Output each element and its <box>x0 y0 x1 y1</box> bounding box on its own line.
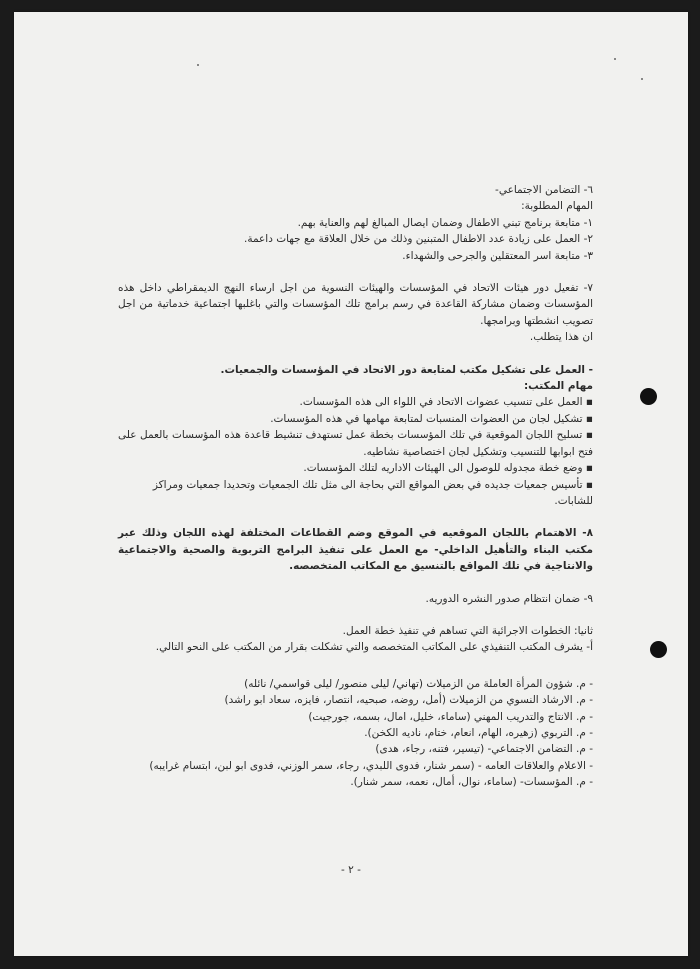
office-task-item: ▪ تأسيس جمعيات جديده في بعض المواقع التي بحاجة الى مثل تلك الجمعيات وتحديدا جمعيات ومراكز للشابات. <box>152 478 593 507</box>
office-line: - العمل على تشكيل مكتب لمتابعة دور الاتحاد في المؤسسات والجمعيات. <box>220 363 593 376</box>
tasks-label: المهام المطلوبة: <box>521 200 593 213</box>
page-number: - ٢ - <box>341 864 361 876</box>
task-item: ٣- متابعة اسر المعتقلين والجرحى والشهداء. <box>402 249 593 262</box>
speck-mark <box>614 58 616 60</box>
section-heading: ٦- التضامن الاجتماعي- <box>495 184 593 196</box>
punch-hole-top <box>640 388 657 405</box>
document-page <box>14 12 688 956</box>
office-task-item: ▪ تشكيل لجان من العضوات المنسبات لمتابعة مهامها في هذه المؤسسات. <box>270 412 593 425</box>
office-tasks-label: مهام المكتب: <box>523 380 593 393</box>
second-heading: ثانيا: الخطوات الاجرائية التي تساهم في تنفيذ خطة العمل. <box>342 624 593 637</box>
paragraph-9: ٩- ضمان انتظام صدور النشره الدوريه. <box>425 592 593 605</box>
committee-item: - م. الارشاد النسوي من الزميلات (أمل، روضه، صبحيه، انتصار، فايزه، سعاد ابو راشد) <box>224 694 593 707</box>
office-task-item: ▪ وضع خطة مجدوله للوصول الى الهيئات الاداريه لتلك المؤسسات. <box>303 462 593 475</box>
committee-item: - م. المؤسسات- (ساماء، نوال، أمال، نعمه، سمر شنار). <box>350 776 593 789</box>
speck-mark <box>641 78 643 80</box>
committee-item: - الاعلام والعلاقات العامه - (سمر شنار، فدوى اللبدي، رجاء، سمر الوزني، فدوى ابو لبن، ابتسام غرايبه) <box>149 759 593 772</box>
task-item: ١- متابعة برنامج تبني الاطفال وضمان ايصال المبالغ لهم والعناية بهم. <box>297 216 593 229</box>
paragraph-7-end: ان هذا يتطلب. <box>529 331 593 344</box>
committee-item: - م. شؤون المرأة العاملة من الزميلات (تهاني/ ليلى منصور/ ليلى قواسمي/ نائله) <box>244 677 593 690</box>
office-task-item: ▪ العمل على تنسيب عضوات الاتحاد في اللواء الى هذه المؤسسات. <box>299 396 593 409</box>
second-intro: أ- يشرف المكتب التنفيذي على المكاتب المتخصصه والتي تشكلت بقرار من المكتب على النحو التالي. <box>155 641 593 654</box>
committee-item: - م. الانتاج والتدريب المهني (ساماء، خليل، امال، بسمه، جورجيت) <box>308 710 593 723</box>
speck-mark <box>197 64 199 66</box>
paragraph-8: ٨- الاهتمام باللجان الموقعيه في الموقع وضم القطاعات المختلفة لهذه اللجان وذلك عبر مكتب البناء والتأهيل الداخلي- مع العمل على تنفيذ البرامج التربوية والصحية والاجتماعية والانتاجية في تلك المواقع بالتنسيق مع المكاتب المتخصصه. <box>118 527 593 573</box>
committee-item: - م. التربوي (زهيره، الهام، انعام، ختام، ناديه الكخن). <box>364 726 593 739</box>
document-body <box>118 182 593 791</box>
committee-item: - م. التضامن الاجتماعي- (تيسير، فتنه، رجاء، هدى) <box>375 743 593 756</box>
task-item: ٢- العمل على زيادة عدد الاطفال المتبنين وذلك من خلال العلاقة مع جهات داعمة. <box>243 233 593 246</box>
paragraph-7: ٧- تفعيل دور هيئات الاتحاد في المؤسسات والهيئات النسوية من اجل ارساء النهج الديمقراطي داخل هذه المؤسسات وضمان مشاركة القاعدة في رسم برامج تلك المؤسسات والتي باغلبها اجتماعية خدماتية من اجل تصويب انشطتها وبرامجها. <box>118 282 593 327</box>
office-task-item: ▪ تسليح اللجان الموقعية في تلك المؤسسات بخطة عمل تستهدف تنشيط قاعدة هذه المؤسسات بالعمل على فتح ابوابها للتنسيب وتشكيل لجان اختصاصية نشاطيه. <box>118 429 593 458</box>
punch-hole-bottom <box>650 641 667 658</box>
